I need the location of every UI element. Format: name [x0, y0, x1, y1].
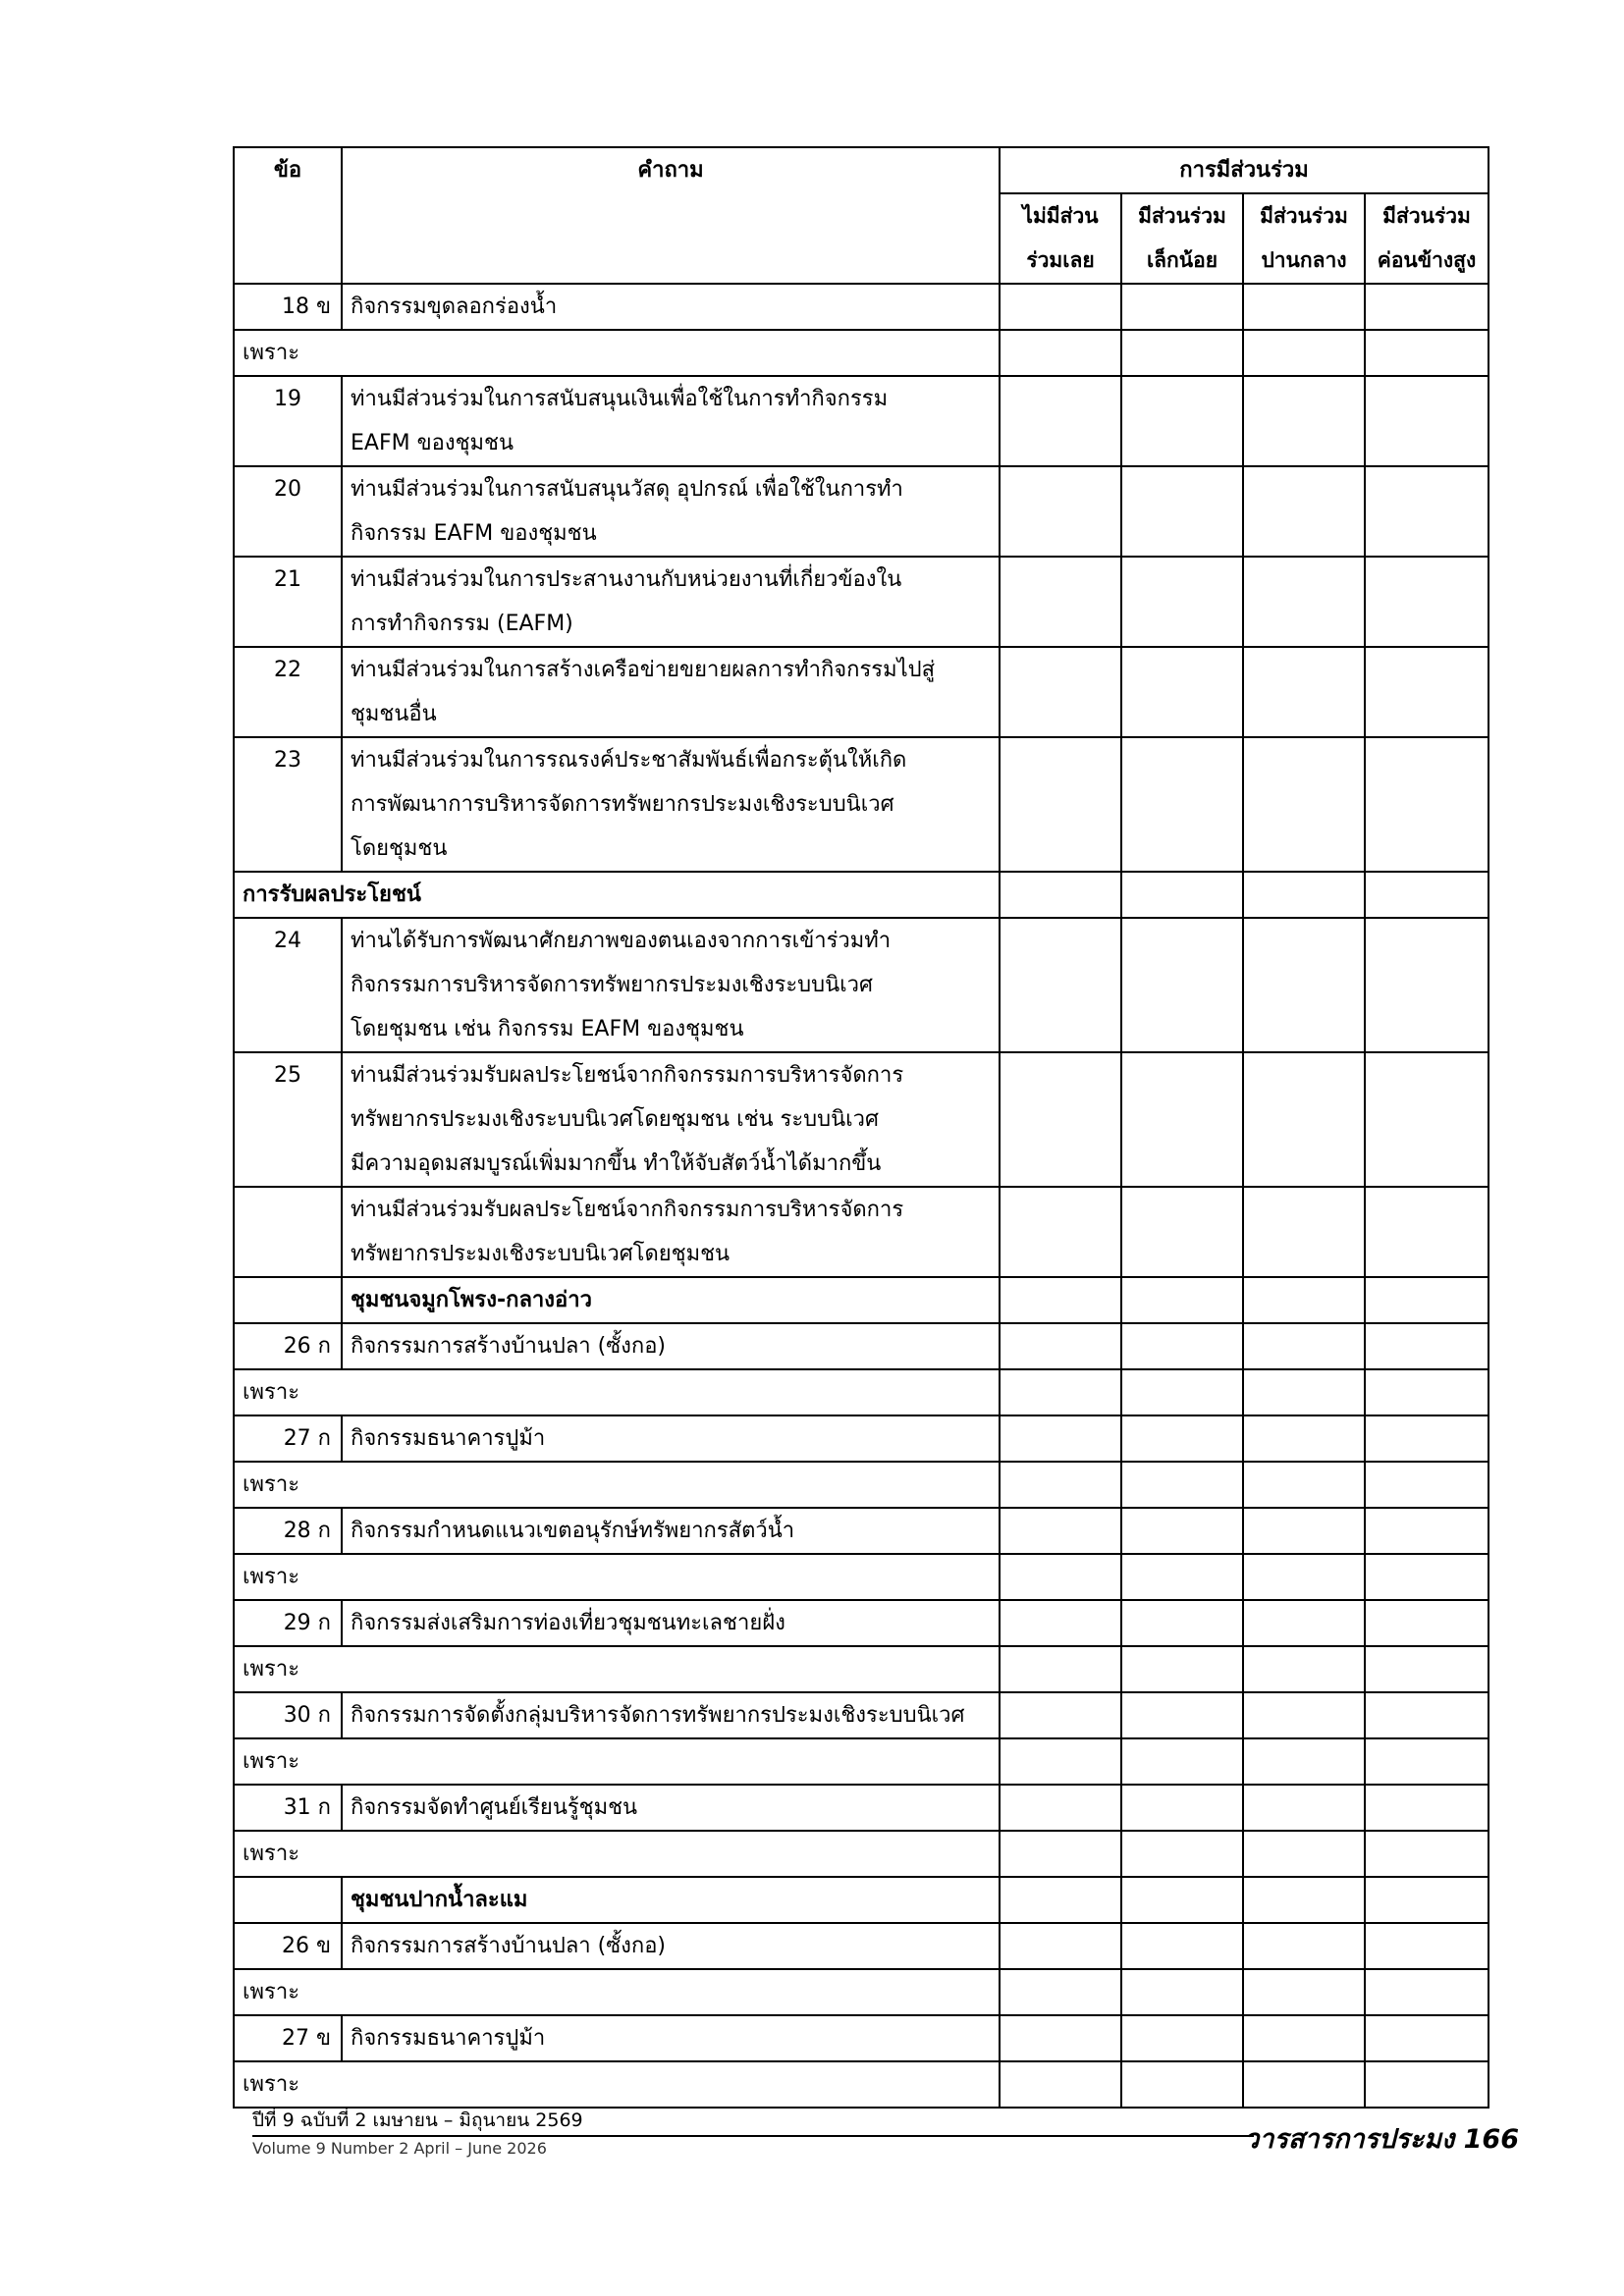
rating-cell-medium[interactable] [1243, 1415, 1365, 1462]
question-row [234, 647, 1489, 737]
question-number: 22 [234, 647, 342, 737]
question-line: การทำกิจกรรม (EAFM) [351, 612, 573, 636]
rating-cell-none[interactable] [1000, 330, 1121, 376]
rating-cell-none[interactable] [1000, 1462, 1121, 1508]
section-row [234, 872, 1489, 918]
header-level-none: ไม่มีส่วน ร่วมเลย [1000, 193, 1121, 284]
question-text [342, 1323, 1000, 1369]
rating-cell-high[interactable] [1365, 1600, 1489, 1646]
rating-cell-high[interactable] [1365, 284, 1489, 330]
rating-cell-none[interactable] [1000, 1646, 1121, 1692]
community-row [234, 1877, 1489, 1923]
questionnaire-body [234, 147, 1489, 2108]
question-number: 27 ก [234, 1415, 342, 1462]
issue-english: Volume 9 Number 2 April – June 2026 [252, 2139, 547, 2158]
rating-cell-none[interactable] [1000, 466, 1121, 557]
community-row [234, 1277, 1489, 1323]
rating-cell-high[interactable] [1365, 1923, 1489, 1969]
question-text [342, 1508, 1000, 1554]
question-text [342, 557, 1000, 647]
rating-cell-none[interactable] [1000, 872, 1121, 918]
reason-label: เพราะ [234, 1738, 1000, 1785]
rating-cell-high[interactable] [1365, 918, 1489, 1052]
rating-cell-low[interactable] [1121, 1969, 1243, 2015]
section-title: การรับผลประโยชน์ [234, 872, 1000, 918]
question-number: 31 ก [234, 1785, 342, 1831]
rating-cell-medium[interactable] [1243, 1052, 1365, 1187]
rating-cell-high[interactable] [1365, 872, 1489, 918]
question-line: ท่านมีส่วนร่วมรับผลประโยชน์จากกิจกรรมการบริหารจัดการ [351, 1063, 904, 1088]
rating-cell-none[interactable] [1000, 1969, 1121, 2015]
question-text [342, 737, 1000, 872]
rating-cell-none[interactable] [1000, 376, 1121, 466]
question-text [342, 1187, 1000, 1277]
rating-cell-none[interactable] [1000, 918, 1121, 1052]
rating-cell-low[interactable] [1121, 647, 1243, 737]
rating-cell-none[interactable] [1000, 1785, 1121, 1831]
question-row [234, 1692, 1489, 1738]
rating-cell-medium[interactable] [1243, 1277, 1365, 1323]
rating-cell-low[interactable] [1121, 872, 1243, 918]
question-text [342, 1052, 1000, 1187]
page-footer [252, 2106, 1519, 2164]
rating-cell-medium[interactable] [1243, 1831, 1365, 1877]
rating-cell-medium[interactable] [1243, 1877, 1365, 1923]
question-line: ท่านได้รับการพัฒนาศักยภาพของตนเองจากการเข้าร่วมทำ [351, 929, 892, 953]
question-text [342, 1923, 1000, 1969]
rating-cell-high[interactable] [1365, 737, 1489, 872]
rating-cell-none[interactable] [1000, 737, 1121, 872]
rating-cell-high[interactable] [1365, 1323, 1489, 1369]
rating-cell-low[interactable] [1121, 1187, 1243, 1277]
footer-rule [252, 2135, 1254, 2137]
reason-label: เพราะ [234, 2061, 1000, 2108]
rating-cell-none[interactable] [1000, 1831, 1121, 1877]
rating-cell-none[interactable] [1000, 1187, 1121, 1277]
rating-cell-none[interactable] [1000, 1923, 1121, 1969]
rating-cell-medium[interactable] [1243, 647, 1365, 737]
rating-cell-high[interactable] [1365, 1554, 1489, 1600]
rating-cell-low[interactable] [1121, 1369, 1243, 1415]
question-text [342, 284, 1000, 330]
question-number: 23 [234, 737, 342, 872]
rating-cell-medium[interactable] [1243, 466, 1365, 557]
rating-cell-high[interactable] [1365, 1415, 1489, 1462]
rating-cell-low[interactable] [1121, 1738, 1243, 1785]
rating-cell-medium[interactable] [1243, 1969, 1365, 2015]
rating-cell-high[interactable] [1365, 1738, 1489, 1785]
rating-cell-low[interactable] [1121, 466, 1243, 557]
rating-cell-medium[interactable] [1243, 1554, 1365, 1600]
rating-cell-high[interactable] [1365, 1187, 1489, 1277]
question-text [342, 1415, 1000, 1462]
rating-cell-low[interactable] [1121, 1508, 1243, 1554]
header-row-top [234, 147, 1489, 193]
question-line: EAFM ของชุมชน [351, 431, 514, 455]
rating-cell-low[interactable] [1121, 2061, 1243, 2108]
question-number: 20 [234, 466, 342, 557]
question-text [342, 466, 1000, 557]
rating-cell-low[interactable] [1121, 1462, 1243, 1508]
question-number: 24 [234, 918, 342, 1052]
rating-cell-low[interactable] [1121, 918, 1243, 1052]
question-row [234, 1508, 1489, 1554]
rating-cell-high[interactable] [1365, 330, 1489, 376]
reason-row [234, 1969, 1489, 2015]
question-text [342, 1785, 1000, 1831]
rating-cell-high[interactable] [1365, 1969, 1489, 2015]
rating-cell-none[interactable] [1000, 1877, 1121, 1923]
question-line: ท่านมีส่วนร่วมในการสนับสนุนวัสดุ อุปกรณ์ เพื่อใช้ในการทำ [351, 477, 903, 502]
rating-cell-low[interactable] [1121, 1277, 1243, 1323]
rating-cell-low[interactable] [1121, 376, 1243, 466]
rating-cell-none[interactable] [1000, 1415, 1121, 1462]
rating-cell-medium[interactable] [1243, 872, 1365, 918]
rating-cell-none[interactable] [1000, 1052, 1121, 1187]
question-number: 18 ข [234, 284, 342, 330]
rating-cell-low[interactable] [1121, 737, 1243, 872]
question-number: 26 ก [234, 1323, 342, 1369]
rating-cell-low[interactable] [1121, 1923, 1243, 1969]
rating-cell-medium[interactable] [1243, 1738, 1365, 1785]
rating-cell-high[interactable] [1365, 1646, 1489, 1692]
question-number: 19 [234, 376, 342, 466]
community-title: ชุมชนจมูกโพรง-กลางอ่าว [342, 1277, 1000, 1323]
reason-label: เพราะ [234, 1831, 1000, 1877]
rating-cell-none[interactable] [1000, 2015, 1121, 2061]
question-text [342, 1692, 1000, 1738]
question-line: กิจกรรมธนาคารปูม้า [351, 2026, 546, 2051]
rating-cell-none[interactable] [1000, 284, 1121, 330]
reason-label: เพราะ [234, 1369, 1000, 1415]
rating-cell-high[interactable] [1365, 1877, 1489, 1923]
rating-cell-low[interactable] [1121, 557, 1243, 647]
rating-cell-none[interactable] [1000, 1508, 1121, 1554]
rating-cell-high[interactable] [1365, 1462, 1489, 1508]
rating-cell-medium[interactable] [1243, 1369, 1365, 1415]
rating-cell-medium[interactable] [1243, 1692, 1365, 1738]
question-line: ทรัพยากรประมงเชิงระบบนิเวศโดยชุมชน เช่น ระบบนิเวศ [351, 1107, 879, 1132]
question-row [234, 1187, 1489, 1277]
header-level-medium: มีส่วนร่วม ปานกลาง [1243, 193, 1365, 284]
rating-cell-high[interactable] [1365, 1277, 1489, 1323]
rating-cell-medium[interactable] [1243, 557, 1365, 647]
question-row [234, 2015, 1489, 2061]
question-text [342, 918, 1000, 1052]
question-line: กิจกรรมจัดทำศูนย์เรียนรู้ชุมชน [351, 1795, 638, 1820]
reason-label: เพราะ [234, 330, 1000, 376]
rating-cell-high[interactable] [1365, 647, 1489, 737]
rating-cell-medium[interactable] [1243, 376, 1365, 466]
question-number: 21 [234, 557, 342, 647]
question-line: กิจกรรมธนาคารปูม้า [351, 1426, 546, 1451]
reason-label: เพราะ [234, 1462, 1000, 1508]
question-row [234, 557, 1489, 647]
question-row [234, 1052, 1489, 1187]
question-line: กิจกรรม EAFM ของชุมชน [351, 521, 597, 546]
question-row [234, 1323, 1489, 1369]
rating-cell-low[interactable] [1121, 1785, 1243, 1831]
journal-name-page: วารสารการประมง 166 [1244, 2124, 1519, 2155]
rating-cell-low[interactable] [1121, 1415, 1243, 1462]
question-row [234, 466, 1489, 557]
reason-row [234, 1738, 1489, 1785]
community-blank [234, 1277, 342, 1323]
rating-cell-high[interactable] [1365, 1831, 1489, 1877]
rating-cell-medium[interactable] [1243, 1508, 1365, 1554]
rating-cell-low[interactable] [1121, 1600, 1243, 1646]
rating-cell-medium[interactable] [1243, 2061, 1365, 2108]
question-line: ท่านมีส่วนร่วมในการรณรงค์ประชาสัมพันธ์เพื่อกระตุ้นให้เกิด [351, 748, 907, 773]
rating-cell-low[interactable] [1121, 1831, 1243, 1877]
question-line: การพัฒนาการบริหารจัดการทรัพยากรประมงเชิงระบบนิเวศ [351, 792, 894, 817]
rating-cell-medium[interactable] [1243, 1923, 1365, 1969]
rating-cell-low[interactable] [1121, 1877, 1243, 1923]
rating-cell-low[interactable] [1121, 1323, 1243, 1369]
header-no: ข้อ [234, 147, 342, 284]
question-row [234, 1785, 1489, 1831]
question-line: กิจกรรมการสร้างบ้านปลา (ซั้งกอ) [351, 1334, 667, 1359]
rating-cell-high[interactable] [1365, 2015, 1489, 2061]
rating-cell-medium[interactable] [1243, 1462, 1365, 1508]
rating-cell-medium[interactable] [1243, 1785, 1365, 1831]
question-text [342, 376, 1000, 466]
rating-cell-low[interactable] [1121, 1554, 1243, 1600]
rating-cell-high[interactable] [1365, 1369, 1489, 1415]
rating-cell-high[interactable] [1365, 466, 1489, 557]
header-participation: การมีส่วนร่วม [1000, 147, 1489, 193]
rating-cell-medium[interactable] [1243, 737, 1365, 872]
issue-thai: ปีที่ 9 ฉบับที่ 2 เมษายน – มิถุนายน 2569 [252, 2109, 583, 2131]
question-row [234, 737, 1489, 872]
rating-cell-high[interactable] [1365, 1785, 1489, 1831]
question-text [342, 1600, 1000, 1646]
header-level-high: มีส่วนร่วม ค่อนข้างสูง [1365, 193, 1489, 284]
question-line: ทรัพยากรประมงเชิงระบบนิเวศโดยชุมชน [351, 1242, 731, 1266]
rating-cell-medium[interactable] [1243, 330, 1365, 376]
question-line: ท่านมีส่วนร่วมรับผลประโยชน์จากกิจกรรมการบริหารจัดการ [351, 1198, 904, 1222]
rating-cell-none[interactable] [1000, 1323, 1121, 1369]
rating-cell-medium[interactable] [1243, 284, 1365, 330]
rating-cell-none[interactable] [1000, 557, 1121, 647]
community-title: ชุมชนปากน้ำละแม [342, 1877, 1000, 1923]
question-line: กิจกรรมขุดลอกร่องน้ำ [351, 294, 558, 319]
rating-cell-low[interactable] [1121, 2015, 1243, 2061]
rating-cell-high[interactable] [1365, 1052, 1489, 1187]
question-line: ท่านมีส่วนร่วมในการประสานงานกับหน่วยงานที่เกี่ยวข้องใน [351, 567, 902, 592]
reason-row [234, 330, 1489, 376]
question-line: โดยชุมชน เช่น กิจกรรม EAFM ของชุมชน [351, 1017, 744, 1041]
question-row [234, 376, 1489, 466]
rating-cell-high[interactable] [1365, 2061, 1489, 2108]
rating-cell-medium[interactable] [1243, 1646, 1365, 1692]
question-number [234, 1187, 342, 1277]
question-row [234, 1415, 1489, 1462]
question-number: 29 ก [234, 1600, 342, 1646]
community-blank [234, 1877, 342, 1923]
reason-row [234, 2061, 1489, 2108]
reason-row [234, 1369, 1489, 1415]
rating-cell-high[interactable] [1365, 1692, 1489, 1738]
rating-cell-low[interactable] [1121, 1646, 1243, 1692]
rating-cell-high[interactable] [1365, 376, 1489, 466]
question-text [342, 2015, 1000, 2061]
rating-cell-medium[interactable] [1243, 1187, 1365, 1277]
question-line: ท่านมีส่วนร่วมในการสนับสนุนเงินเพื่อใช้ในการทำกิจกรรม [351, 387, 889, 411]
rating-cell-none[interactable] [1000, 1692, 1121, 1738]
rating-cell-medium[interactable] [1243, 918, 1365, 1052]
rating-cell-high[interactable] [1365, 557, 1489, 647]
rating-cell-none[interactable] [1000, 1369, 1121, 1415]
question-line: โดยชุมชน [351, 836, 448, 861]
rating-cell-high[interactable] [1365, 1508, 1489, 1554]
header-level-low: มีส่วนร่วม เล็กน้อย [1121, 193, 1243, 284]
rating-cell-none[interactable] [1000, 1554, 1121, 1600]
question-text [342, 647, 1000, 737]
question-line: กิจกรรมการบริหารจัดการทรัพยากรประมงเชิงระบบนิเวศ [351, 973, 873, 997]
rating-cell-low[interactable] [1121, 1692, 1243, 1738]
question-number: 28 ก [234, 1508, 342, 1554]
reason-row [234, 1831, 1489, 1877]
rating-cell-low[interactable] [1121, 284, 1243, 330]
rating-cell-medium[interactable] [1243, 2015, 1365, 2061]
rating-cell-none[interactable] [1000, 2061, 1121, 2108]
reason-row [234, 1554, 1489, 1600]
questionnaire-table [233, 146, 1489, 2109]
question-row [234, 918, 1489, 1052]
reason-label: เพราะ [234, 1646, 1000, 1692]
rating-cell-low[interactable] [1121, 1052, 1243, 1187]
question-line: กิจกรรมกำหนดแนวเขตอนุรักษ์ทรัพยากรสัตว์น้ำ [351, 1519, 795, 1543]
question-line: ชุมชนอื่น [351, 702, 437, 726]
question-row [234, 284, 1489, 330]
rating-cell-low[interactable] [1121, 330, 1243, 376]
question-number: 25 [234, 1052, 342, 1187]
rating-cell-medium[interactable] [1243, 1600, 1365, 1646]
reason-label: เพราะ [234, 1969, 1000, 2015]
reason-row [234, 1462, 1489, 1508]
rating-cell-none[interactable] [1000, 1738, 1121, 1785]
rating-cell-medium[interactable] [1243, 1323, 1365, 1369]
header-question: คำถาม [342, 147, 1000, 284]
question-line: กิจกรรมการสร้างบ้านปลา (ซั้งกอ) [351, 1934, 667, 1958]
question-line: กิจกรรมการจัดตั้งกลุ่มบริหารจัดการทรัพยากรประมงเชิงระบบนิเวศ [351, 1703, 965, 1728]
reason-label: เพราะ [234, 1554, 1000, 1600]
rating-cell-none[interactable] [1000, 1277, 1121, 1323]
question-number: 30 ก [234, 1692, 342, 1738]
question-row [234, 1600, 1489, 1646]
reason-row [234, 1646, 1489, 1692]
question-number: 26 ข [234, 1923, 342, 1969]
question-row [234, 1923, 1489, 1969]
question-line: ท่านมีส่วนร่วมในการสร้างเครือข่ายขยายผลการทำกิจกรรมไปสู่ [351, 658, 936, 682]
rating-cell-none[interactable] [1000, 1600, 1121, 1646]
question-line: มีความอุดมสมบูรณ์เพิ่มมากขึ้น ทำให้จับสัตว์น้ำได้มากขึ้น [351, 1151, 882, 1176]
question-line: กิจกรรมส่งเสริมการท่องเที่ยวชุมชนทะเลชายฝั่ง [351, 1611, 785, 1635]
question-number: 27 ข [234, 2015, 342, 2061]
rating-cell-none[interactable] [1000, 647, 1121, 737]
